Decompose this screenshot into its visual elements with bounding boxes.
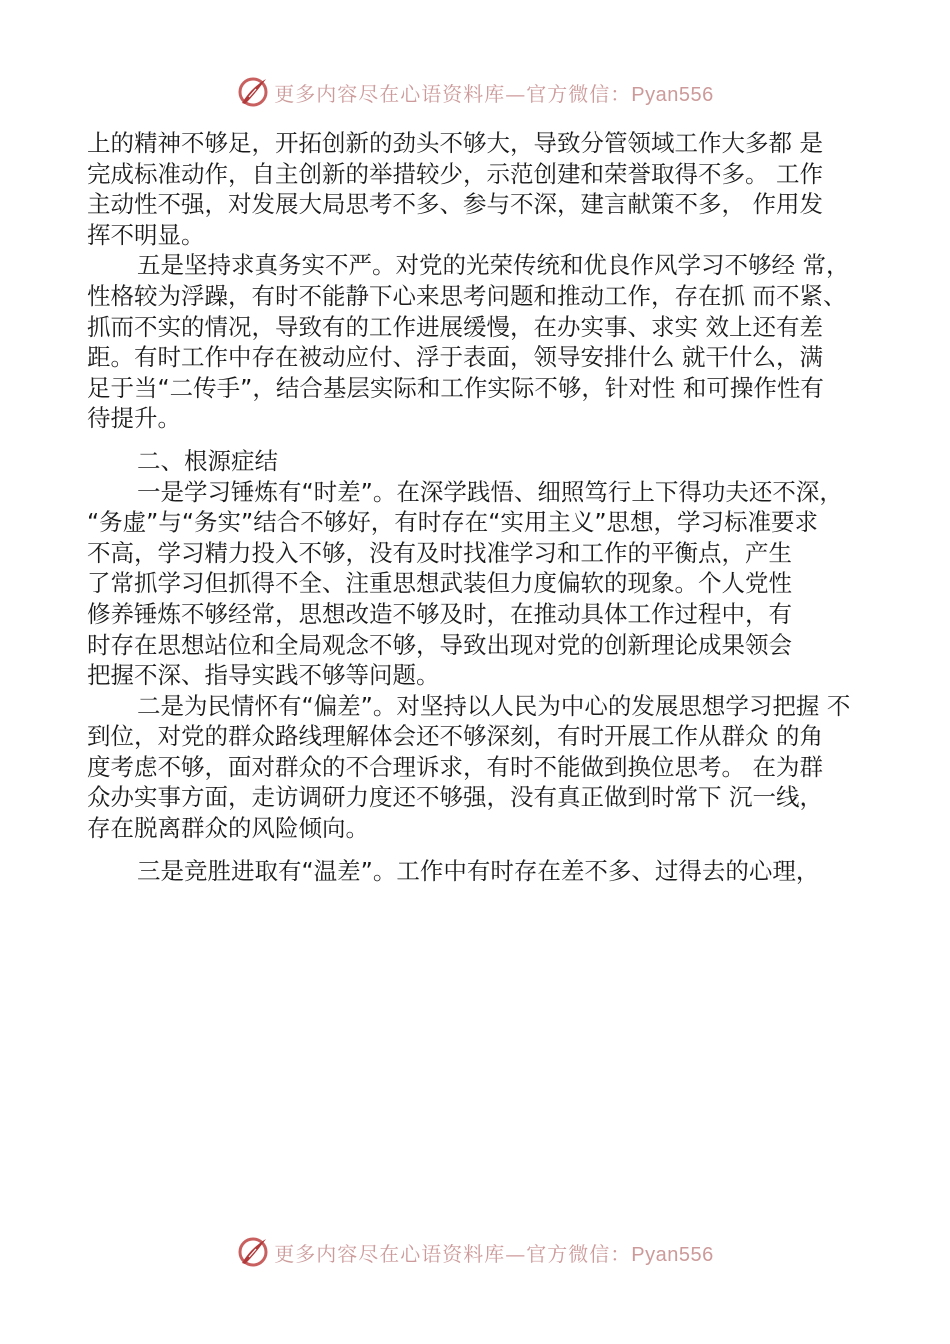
paragraph — [87, 856, 867, 887]
text-line: 二、根源症结 — [137, 446, 278, 475]
text-line: 把握不深、指导实践不够等问题。 — [87, 661, 440, 690]
footer-watermark — [0, 1232, 950, 1272]
text-line: 一是学习锤炼有“时差”。在深学践悟、细照笃行上下得功夫还不深， — [137, 477, 843, 506]
paragraph — [87, 446, 867, 477]
text-line: 了常抓学习但抓得不全、注重思想武装但力度偏软的现象。个人党性 — [87, 569, 792, 598]
text-line: 上的精神不够足，开拓创新的劲头不够大，导致分管领域工作大多都 是 — [87, 129, 823, 157]
paragraph — [87, 477, 867, 508]
text-line: 足于当“二传手”，结合基层实际和工作实际不够，针对性 和可操作性有 — [87, 373, 824, 402]
document-body — [87, 128, 867, 886]
text-line: 抓而不实的情况，导致有的工作进展缓慢，在办实事、求实 效上还有差 — [87, 312, 823, 341]
paragraph — [87, 507, 867, 691]
paragraph — [87, 128, 867, 250]
watermark-text: 更多内容尽在心语资料库—官方微信：Pyan556 — [274, 81, 714, 106]
text-line: 完成标准动作，自主创新的举措较少，示范创建和荣誉取得不多。 工作 — [87, 159, 823, 188]
text-line: 时存在思想站位和全局观念不够，导致出现对党的创新理论成果领会 — [87, 630, 792, 659]
text-line: 距。有时工作中存在被动应付、浮于表面，领导安排什么 就干什么，满 — [87, 343, 823, 372]
text-line: 主动性不强，对发展大局思考不多、参与不深，建言献策不多， 作用发 — [87, 190, 823, 219]
text-line: 五是坚持求真务实不严。对党的光荣传统和优良作风学习不够经 常， — [137, 251, 850, 280]
paragraph — [87, 721, 867, 843]
quill-logo-icon — [236, 1235, 270, 1269]
text-line: 挥不明显。 — [87, 220, 205, 249]
watermark-text: 更多内容尽在心语资料库—官方微信：Pyan556 — [274, 1241, 714, 1266]
text-line: 待提升。 — [87, 404, 181, 433]
text-line: 修养锤炼不够经常，思想改造不够及时，在推动具体工作过程中，有 — [87, 599, 792, 628]
text-line: 存在脱离群众的风险倾向。 — [87, 814, 369, 843]
text-line: 二是为民情怀有“偏差”。对坚持以人民为中心的发展思想学习把握 不 — [137, 691, 851, 720]
text-line: 众办实事方面，走访调研力度还不够强，没有真正做到时常下 沉一线， — [87, 783, 823, 812]
text-line: 性格较为浮躁，有时不能静下心来思考问题和推动工作，存在抓 而不紧、 — [87, 281, 847, 310]
paragraph — [87, 691, 867, 722]
text-line: “务虚”与“务实”结合不够好，有时存在“实用主义”思想，学习标准要求 — [87, 508, 819, 537]
text-line: 不高，学习精力投入不够，没有及时找准学习和工作的平衡点，产生 — [87, 538, 792, 567]
quill-logo-icon — [236, 75, 270, 109]
paragraph — [87, 250, 867, 434]
text-line: 度考虑不够，面对群众的不合理诉求，有时不能做到换位思考。 在为群 — [87, 752, 823, 781]
text-line: 到位，对党的群众路线理解体会还不够深刻，有时开展工作从群众 的角 — [87, 722, 823, 751]
header-watermark — [0, 72, 950, 112]
text-line: 三是竞胜进取有“温差”。工作中有时存在差不多、过得去的心理， — [137, 856, 820, 885]
